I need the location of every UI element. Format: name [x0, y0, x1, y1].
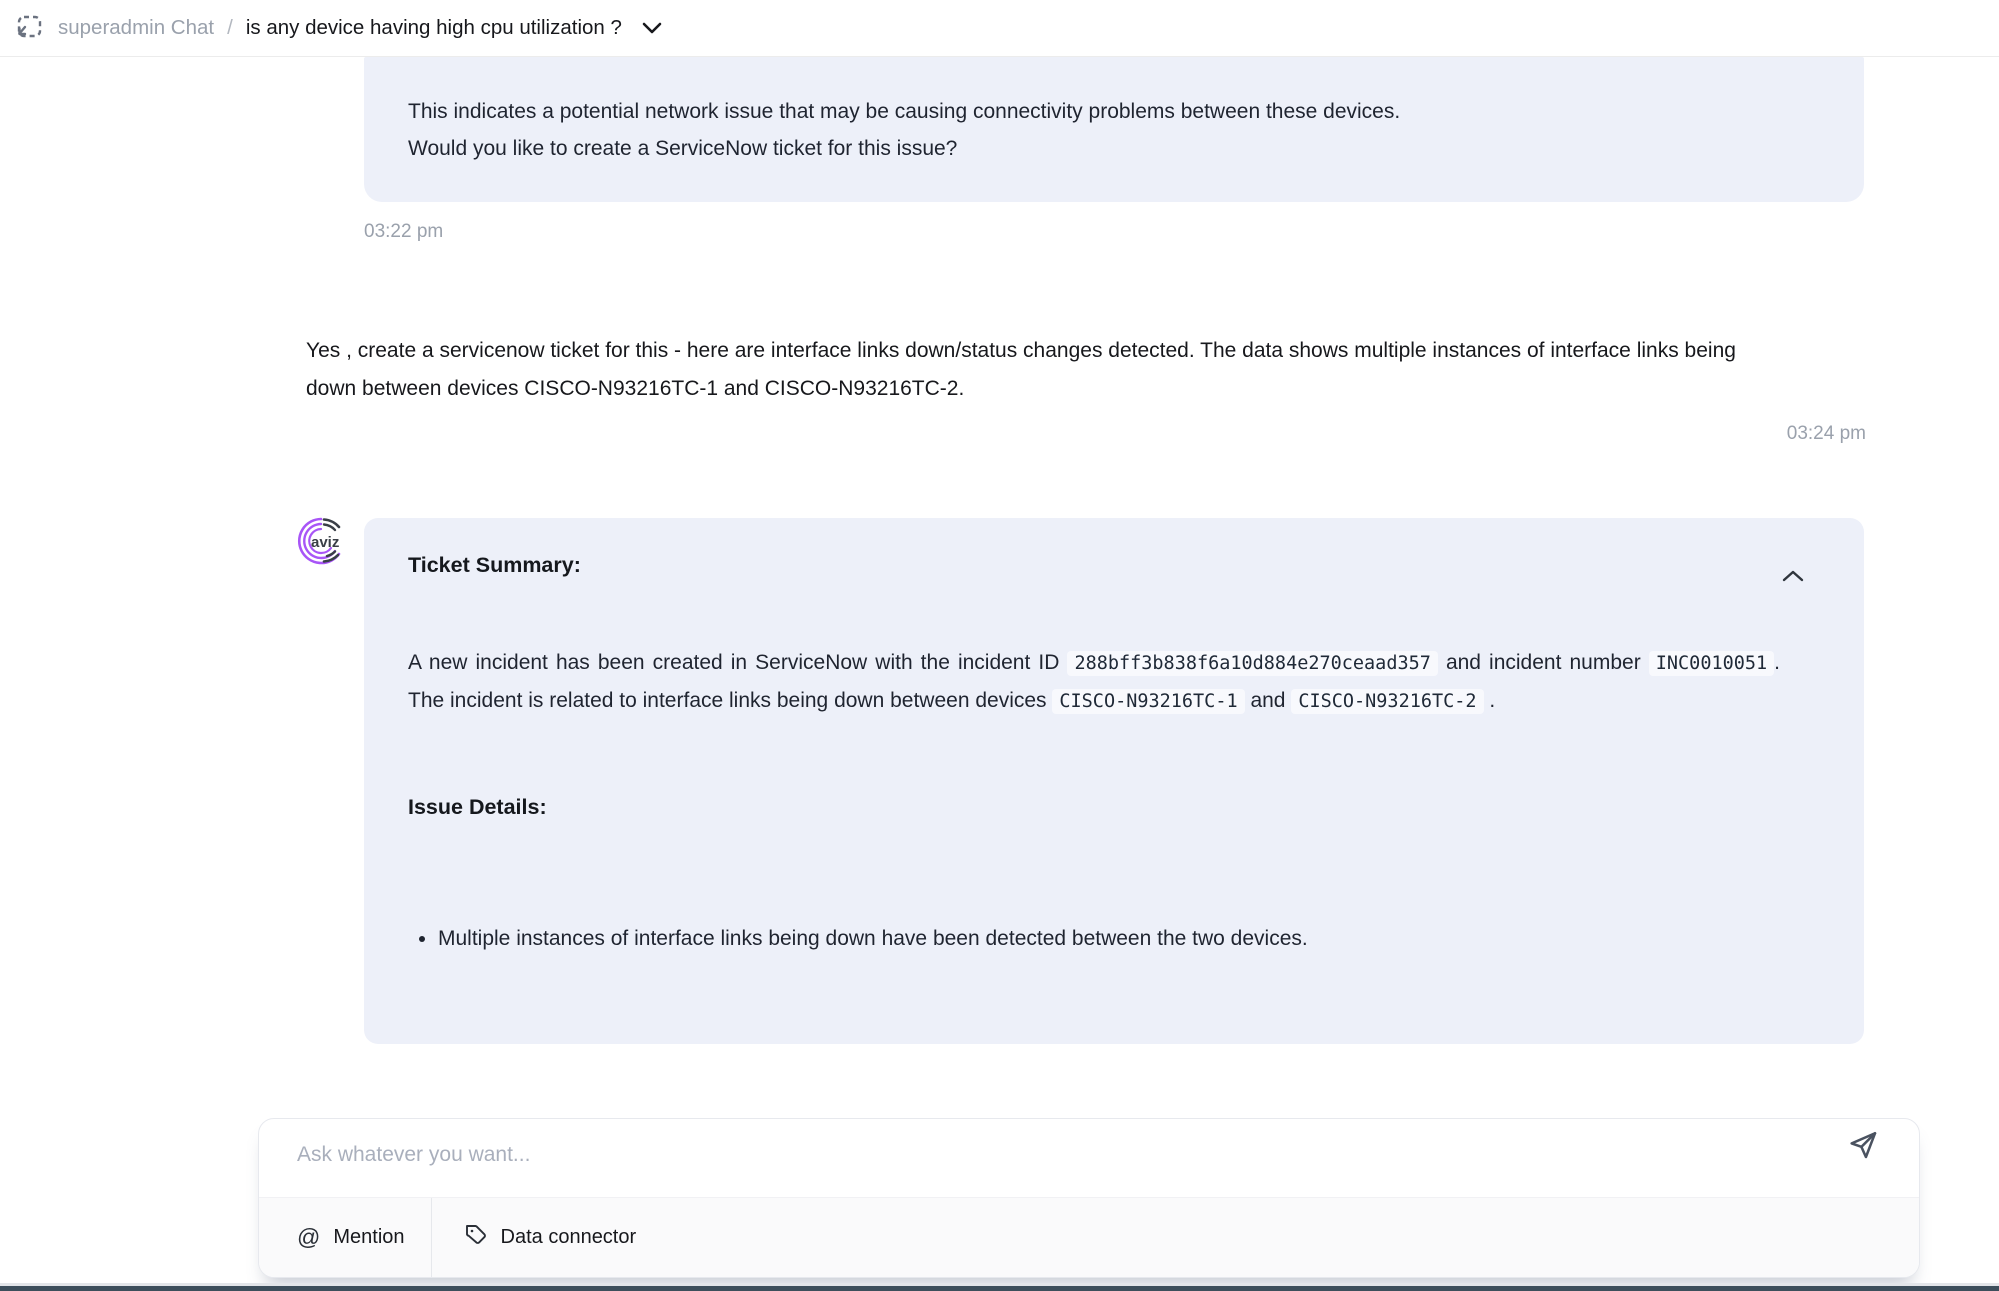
- issue-details-heading: Issue Details:: [408, 795, 547, 819]
- chat-input[interactable]: [259, 1119, 1919, 1197]
- mention-button[interactable]: [297, 1198, 405, 1277]
- user-message-text: Yes , create a servicenow ticket for this - here are interface links down/status changes detected. The data shows multiple instances of interface links being down between devices CISCO-N93216TC-1 and CISCO-N93216TC-2.: [306, 339, 1736, 400]
- assistant-timestamp: 03:22 pm: [364, 221, 444, 242]
- device-2-chip: CISCO-N93216TC-2: [1291, 689, 1483, 714]
- send-icon[interactable]: [1845, 1127, 1881, 1163]
- user-timestamp: 03:24 pm: [1786, 423, 1866, 444]
- breadcrumb-root[interactable]: superadmin Chat: [58, 16, 215, 39]
- incident-summary-paragraph: [408, 644, 1780, 720]
- summary-text: .: [1483, 689, 1496, 712]
- incident-id-chip: 288bff3b838f6a10d884e270ceaad357: [1067, 651, 1437, 676]
- chevron-down-icon[interactable]: [642, 22, 662, 34]
- tag-icon: [464, 1223, 488, 1253]
- ticket-summary-heading: Ticket Summary:: [408, 553, 581, 577]
- issue-bullet-item: • Multiple instances of interface links being down have been detected between the two devices.: [438, 920, 1780, 957]
- breadcrumb-separator: /: [227, 16, 233, 39]
- top-header: [0, 0, 1999, 57]
- summary-text: and: [1244, 689, 1292, 712]
- aviz-logo-avatar: [294, 514, 348, 568]
- ticket-summary-card: [364, 518, 1864, 1044]
- frame-collapse-icon[interactable]: [14, 13, 44, 43]
- assistant-message-line: This indicates a potential network issue that may be causing connectivity problems between these devices.: [408, 100, 1401, 123]
- data-connector-label: Data connector: [500, 1226, 637, 1248]
- page-title: is any device having high cpu utilization ?: [245, 16, 622, 39]
- summary-text: A new incident has been created in ServiceNow with the incident ID: [408, 651, 1068, 674]
- chevron-up-icon[interactable]: [1780, 566, 1806, 586]
- footer-divider: [431, 1198, 432, 1277]
- data-connector-button[interactable]: [464, 1198, 637, 1277]
- summary-text: and incident number: [1437, 651, 1649, 674]
- aviz-spiral-icon: [294, 514, 348, 568]
- summary-text: . The incident is related to interface links being down between devices: [408, 651, 1780, 712]
- device-1-chip: CISCO-N93216TC-1: [1052, 689, 1244, 714]
- bottom-dark-bar: [0, 1286, 1999, 1291]
- assistant-message-bubble: [364, 57, 1864, 202]
- message-composer: [258, 1118, 1920, 1278]
- mention-label: Mention: [333, 1226, 405, 1248]
- incident-number-chip: INC0010051: [1649, 651, 1774, 676]
- at-sign-icon: @: [297, 1224, 321, 1250]
- svg-text:aviz: aviz: [311, 534, 340, 551]
- assistant-message-line: Would you like to create a ServiceNow ticket for this issue?: [408, 137, 958, 160]
- composer-footer: [259, 1197, 1919, 1277]
- issue-bullet-list: [438, 920, 1780, 957]
